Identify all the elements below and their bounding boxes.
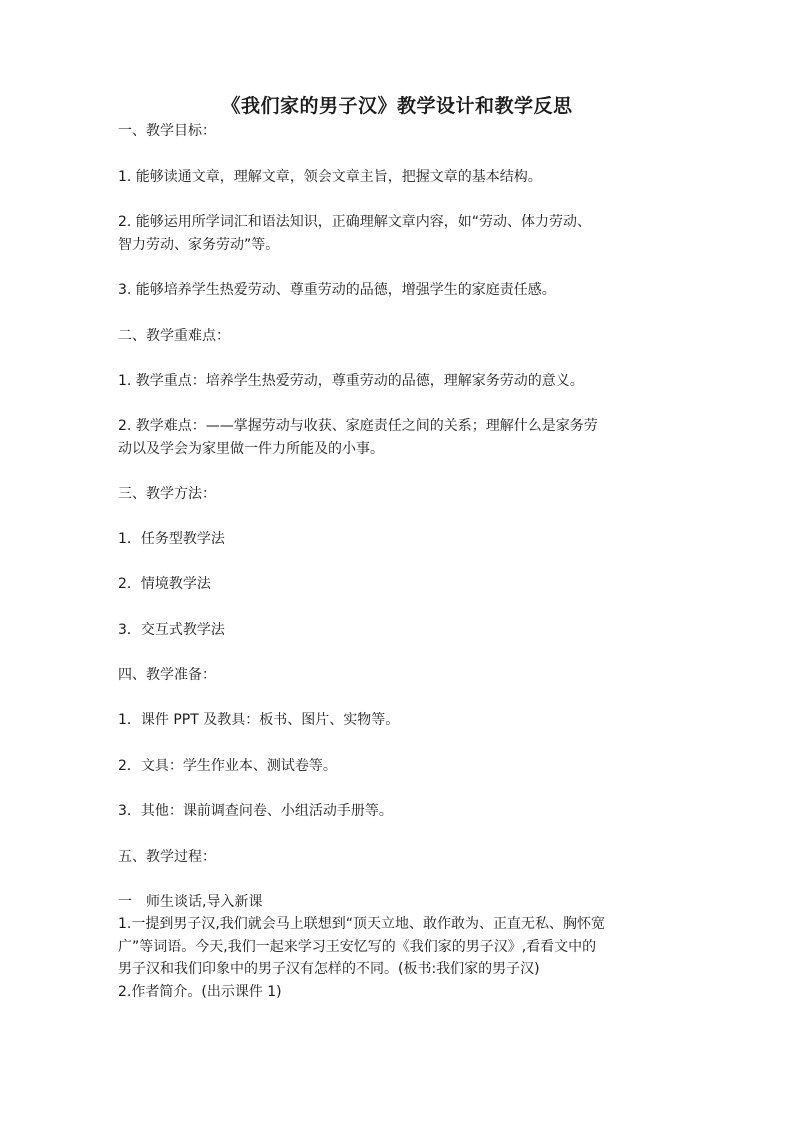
objective-item-2	[118, 211, 683, 256]
process-paragraph-1-line-1: 1.一提到男子汉,我们就会马上联想到“顶天立地、敢作敢为、正直无私、胸怀宽	[118, 916, 606, 932]
preparation-item-1: 1．课件 PPT 及教具：板书、图片、实物等。	[118, 712, 400, 728]
section-heading-methods: 三、教学方法：	[118, 486, 216, 502]
method-item-1: 1．任务型教学法	[118, 531, 225, 547]
process-paragraph-2: 2.作者简介。(出示课件 1)	[118, 984, 282, 1000]
objective-item-1: 1. 能够读通文章，理解文章，领会文章主旨，把握文章的基本结构。	[118, 169, 542, 185]
document-title: 《我们家的男子汉》教学设计和教学反思	[221, 95, 573, 117]
section-heading-key-points: 二、教学重难点：	[118, 328, 230, 344]
process-subheading-1: 一 师生谈话,导入新课	[118, 894, 263, 910]
key-point-item-2-line-1: 2. 教学难点：——掌握劳动与收获、家庭责任之间的关系；理解什么是家务劳	[118, 418, 598, 434]
objective-item-2-line-2: 智力劳动、家务劳动”等。	[118, 236, 280, 253]
preparation-item-2: 2．文具：学生作业本、测试卷等。	[118, 758, 337, 774]
key-point-item-2-line-2: 动以及学会为家里做一件力所能及的小事。	[118, 440, 384, 457]
process-paragraph-1-line-3: 男子汉和我们印象中的男子汉有怎样的不同。(板书:我们家的男子汉)	[118, 961, 540, 977]
method-item-3: 3．交互式教学法	[118, 622, 225, 638]
process-paragraph-1	[118, 913, 683, 981]
section-heading-preparation: 四、教学准备：	[118, 667, 216, 683]
key-point-item-1: 1. 教学重点：培养学生热爱劳动，尊重劳动的品德，理解家务劳动的意义。	[118, 373, 584, 389]
objective-item-2-line-1: 2. 能够运用所学词汇和语法知识，正确理解文章内容，如“劳动、体力劳动、	[118, 214, 592, 230]
objective-item-3: 3. 能够培养学生热爱劳动、尊重劳动的品德，增强学生的家庭责任感。	[118, 282, 556, 298]
key-point-item-2	[118, 415, 683, 460]
process-paragraph-1-line-2: 广”等词语。今天,我们一起来学习王安忆写的《我们家的男子汉》,看看文中的	[118, 938, 597, 955]
section-heading-objectives: 一、教学目标：	[118, 123, 216, 139]
method-item-2: 2．情境教学法	[118, 576, 211, 592]
section-heading-process: 五、教学过程：	[118, 849, 216, 865]
preparation-item-3: 3．其他：课前调查问卷、小组活动手册等。	[118, 803, 393, 819]
